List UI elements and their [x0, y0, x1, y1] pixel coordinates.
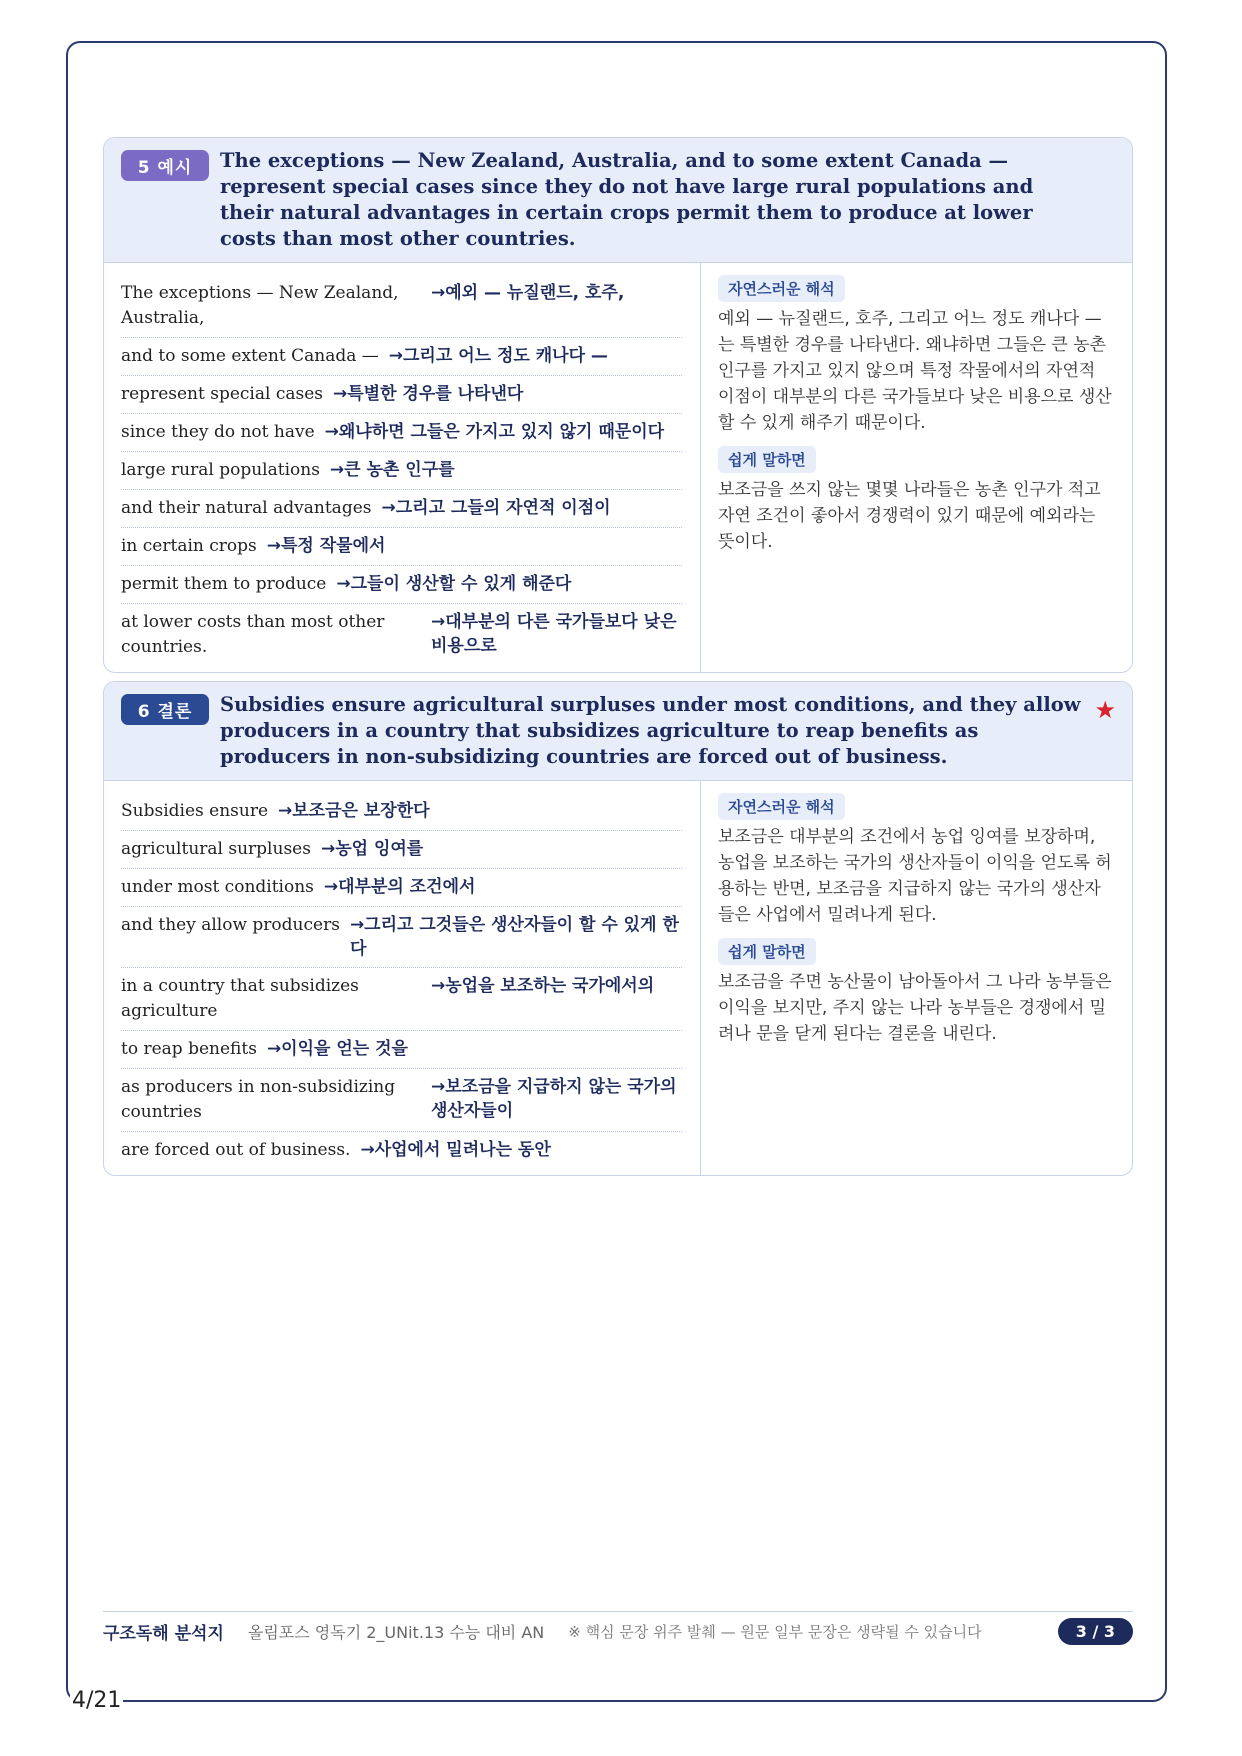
translation-notes	[701, 781, 1132, 1175]
chunk-row	[121, 968, 682, 1031]
chunk-ko: →특별한 경우를 나타낸다	[333, 384, 524, 404]
chunk-en: since they do not have	[121, 422, 315, 442]
chunk-row	[121, 414, 682, 452]
source-sentence: Subsidies ensure agricultural surpluses under most conditions, and they allow producers in a country that subsidizes agriculture to reap benefits as producers in non-subsidizing countries are forced out of business.	[220, 693, 1081, 768]
footer-brand: 구조독해 분석지	[103, 1624, 224, 1644]
chunk-ko: →농업을 보조하는 국가에서의	[431, 976, 655, 996]
chunk-en: and they allow producers	[121, 915, 340, 935]
easy-explanation-label: 쉽게 말하면	[718, 446, 816, 473]
chunk-row	[121, 1132, 682, 1169]
chunk-en: under most conditions	[121, 877, 314, 897]
chunk-ko: →큰 농촌 인구를	[329, 460, 455, 480]
chunk-en: at lower costs than most other countries.	[121, 612, 385, 657]
chunk-row	[121, 338, 682, 376]
block-header	[104, 138, 1132, 263]
chunk-ko: →그리고 그것들은 생산자들이 할 수 있게 한다	[349, 915, 679, 959]
chunk-row	[121, 376, 682, 414]
page-footer	[103, 1611, 1133, 1651]
chunk-en: as producers in non-subsidizing countries	[121, 1077, 396, 1122]
chunk-ko: →농업 잉여를	[320, 839, 424, 859]
easy-explanation-text: 보조금을 주면 농산물이 남아돌아서 그 나라 농부들은 이익을 보지만, 주지 않는 나라 농부들은 경쟁에서 밀려나 문을 닫게 된다는 결론을 내린다.	[718, 972, 1112, 1044]
chunk-en: are forced out of business.	[121, 1140, 351, 1160]
chunk-ko: →대부분의 조건에서	[323, 877, 476, 897]
chunk-en: agricultural surpluses	[121, 839, 311, 859]
sentence-block-5	[103, 137, 1133, 673]
chunk-row	[121, 907, 682, 968]
chunk-en: and their natural advantages	[121, 498, 372, 518]
chunk-row	[121, 793, 682, 831]
chunk-row	[121, 275, 682, 338]
chunk-ko: →그리고 어느 정도 캐나다 —	[388, 346, 608, 366]
star-icon: ★	[1094, 696, 1116, 724]
source-sentence: The exceptions — New Zealand, Australia, and to some extent Canada — represent special cases since they do not have large rural populations and their natural advantages in certain crops permit them to produce at lower costs than most other countries.	[220, 149, 1034, 250]
chunk-list	[104, 263, 701, 672]
chunk-ko: →이익을 얻는 것을	[266, 1039, 408, 1059]
chunk-en: and to some extent Canada —	[121, 346, 379, 366]
chunk-en: Subsidies ensure	[121, 801, 269, 821]
chunk-en: permit them to produce	[121, 574, 327, 594]
natural-translation-label: 자연스러운 해석	[718, 275, 845, 302]
chunk-row	[121, 604, 682, 666]
sentence-block-6	[103, 681, 1133, 1176]
natural-translation-label: 자연스러운 해석	[718, 793, 845, 820]
chunk-en: in certain crops	[121, 536, 257, 556]
chunk-row	[121, 1031, 682, 1069]
chunk-ko: →보조금은 보장한다	[278, 801, 430, 821]
section-badge: 6 결론	[121, 694, 209, 725]
chunk-row	[121, 831, 682, 869]
chunk-row	[121, 528, 682, 566]
chunk-row	[121, 452, 682, 490]
chunk-ko: →대부분의 다른 국가들보다 낮은 비용으로	[431, 612, 677, 656]
easy-explanation-text: 보조금을 쓰지 않는 몇몇 나라들은 농촌 인구가 적고 자연 조건이 좋아서 경쟁력이 있기 때문에 예외라는 뜻이다.	[718, 480, 1101, 552]
chunk-row	[121, 1069, 682, 1132]
chunk-row	[121, 490, 682, 528]
chunk-ko: →그들이 생산할 수 있게 해준다	[336, 574, 572, 594]
chunk-ko: →특정 작물에서	[266, 536, 386, 556]
block-header	[104, 682, 1132, 781]
chunk-ko: →사업에서 밀려나는 동안	[360, 1140, 551, 1160]
chunk-row	[121, 566, 682, 604]
chunk-en: to reap benefits	[121, 1039, 257, 1059]
chunk-list	[104, 781, 701, 1175]
chunk-ko: →그리고 그들의 자연적 이점이	[381, 498, 611, 518]
translation-notes	[701, 263, 1132, 672]
natural-translation-text: 예외 — 뉴질랜드, 호주, 그리고 어느 정도 캐나다 — 는 특별한 경우를 나타낸다. 왜냐하면 그들은 큰 농촌 인구를 가지고 있지 않으며 특정 작물에서의 자연적 이점이 대부분의 다른 국가들보다 낮은 비용으로 생산할 수 있게 해주기 때문이다.	[718, 309, 1112, 433]
chunk-ko: →예외 — 뉴질랜드, 호주,	[431, 283, 625, 303]
natural-translation-text: 보조금은 대부분의 조건에서 농업 잉여를 보장하며, 농업을 보조하는 국가의 생산자들이 이익을 얻도록 허용하는 반면, 보조금을 지급하지 않는 국가의 생산자들은 사업에서 밀려나게 된다.	[718, 827, 1112, 925]
chunk-ko: →왜냐하면 그들은 가지고 있지 않기 때문이다	[324, 422, 665, 442]
chunk-en: in a country that subsidizes agriculture	[121, 976, 359, 1021]
easy-explanation-label: 쉽게 말하면	[718, 938, 816, 965]
chunk-ko: →보조금을 지급하지 않는 국가의 생산자들이	[431, 1077, 677, 1121]
footer-source: 올림포스 영독기 2_UNit.13 수능 대비 AN	[247, 1623, 545, 1642]
chunk-row	[121, 869, 682, 907]
chunk-en: large rural populations	[121, 460, 320, 480]
chunk-en: represent special cases	[121, 384, 323, 404]
chunk-en: The exceptions — New Zealand, Australia,	[121, 283, 399, 328]
page-indicator: 3 / 3	[1058, 1618, 1133, 1645]
section-badge: 5 예시	[121, 150, 209, 181]
footer-note: ※ 핵심 문장 위주 발췌 — 원문 일부 문장은 생략될 수 있습니다	[568, 1623, 982, 1641]
page-count: 4/21	[72, 1688, 122, 1713]
